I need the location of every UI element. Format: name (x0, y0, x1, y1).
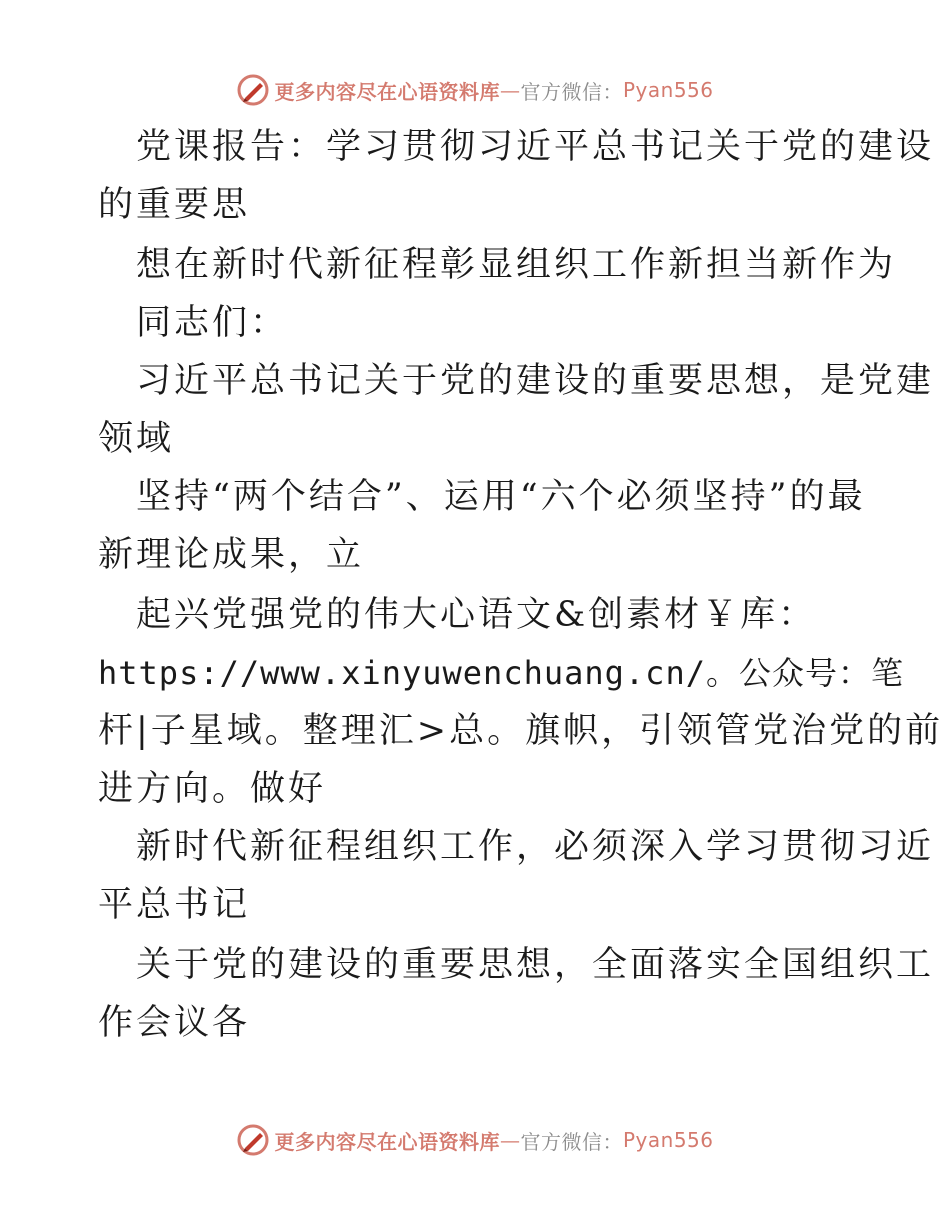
header-wechat-id: Pyan556 (622, 78, 714, 102)
text-line: 党课报告：学习贯彻习近平总书记关于党的建设 (136, 127, 935, 167)
text-line: 进方向。做好 (98, 769, 327, 809)
pen-logo-icon (236, 73, 270, 107)
header-dash: — (499, 78, 521, 102)
footer-wechat-label: 官方微信： (520, 1129, 623, 1154)
text-line: 领域 (98, 419, 175, 459)
text-line: 新时代新征程组织工作，必须深入学习贯彻习近 (136, 827, 935, 867)
text-line: 起兴党强党的伟大心语文&创素材￥库： (136, 595, 817, 635)
footer-text: 更多内容尽在心语资料库 (274, 1129, 500, 1154)
text-line: 作会议各 (98, 1003, 251, 1043)
text-line: 坚持“两个结合”、运用“六个必须坚持”的最 (136, 477, 866, 517)
pen-logo-icon (236, 1123, 270, 1157)
header-watermark (0, 70, 950, 110)
text-line: 杆|子星域。整理汇>总。旗帜，引领管党治党的前 (98, 711, 944, 751)
header-text: 更多内容尽在心语资料库 (274, 79, 500, 104)
text-line: 同志们： (136, 303, 289, 343)
footer-watermark (0, 1120, 950, 1160)
text-line-url: https://www.xinyuwenchuang.cn/。公众号：笔 (98, 654, 904, 692)
text-line: 平总书记 (98, 885, 251, 925)
text-line: 的重要思 (98, 185, 251, 225)
text-line: 想在新时代新征程彰显组织工作新担当新作为 (136, 245, 897, 285)
text-line: 关于党的建设的重要思想，全面落实全国组织工 (136, 945, 935, 985)
text-line: 新理论成果，立 (98, 535, 365, 575)
footer-dash: — (499, 1128, 521, 1152)
footer-wechat-id: Pyan556 (622, 1128, 714, 1152)
text-line: 习近平总书记关于党的建设的重要思想，是党建 (136, 361, 935, 401)
header-wechat-label: 官方微信： (520, 79, 623, 104)
